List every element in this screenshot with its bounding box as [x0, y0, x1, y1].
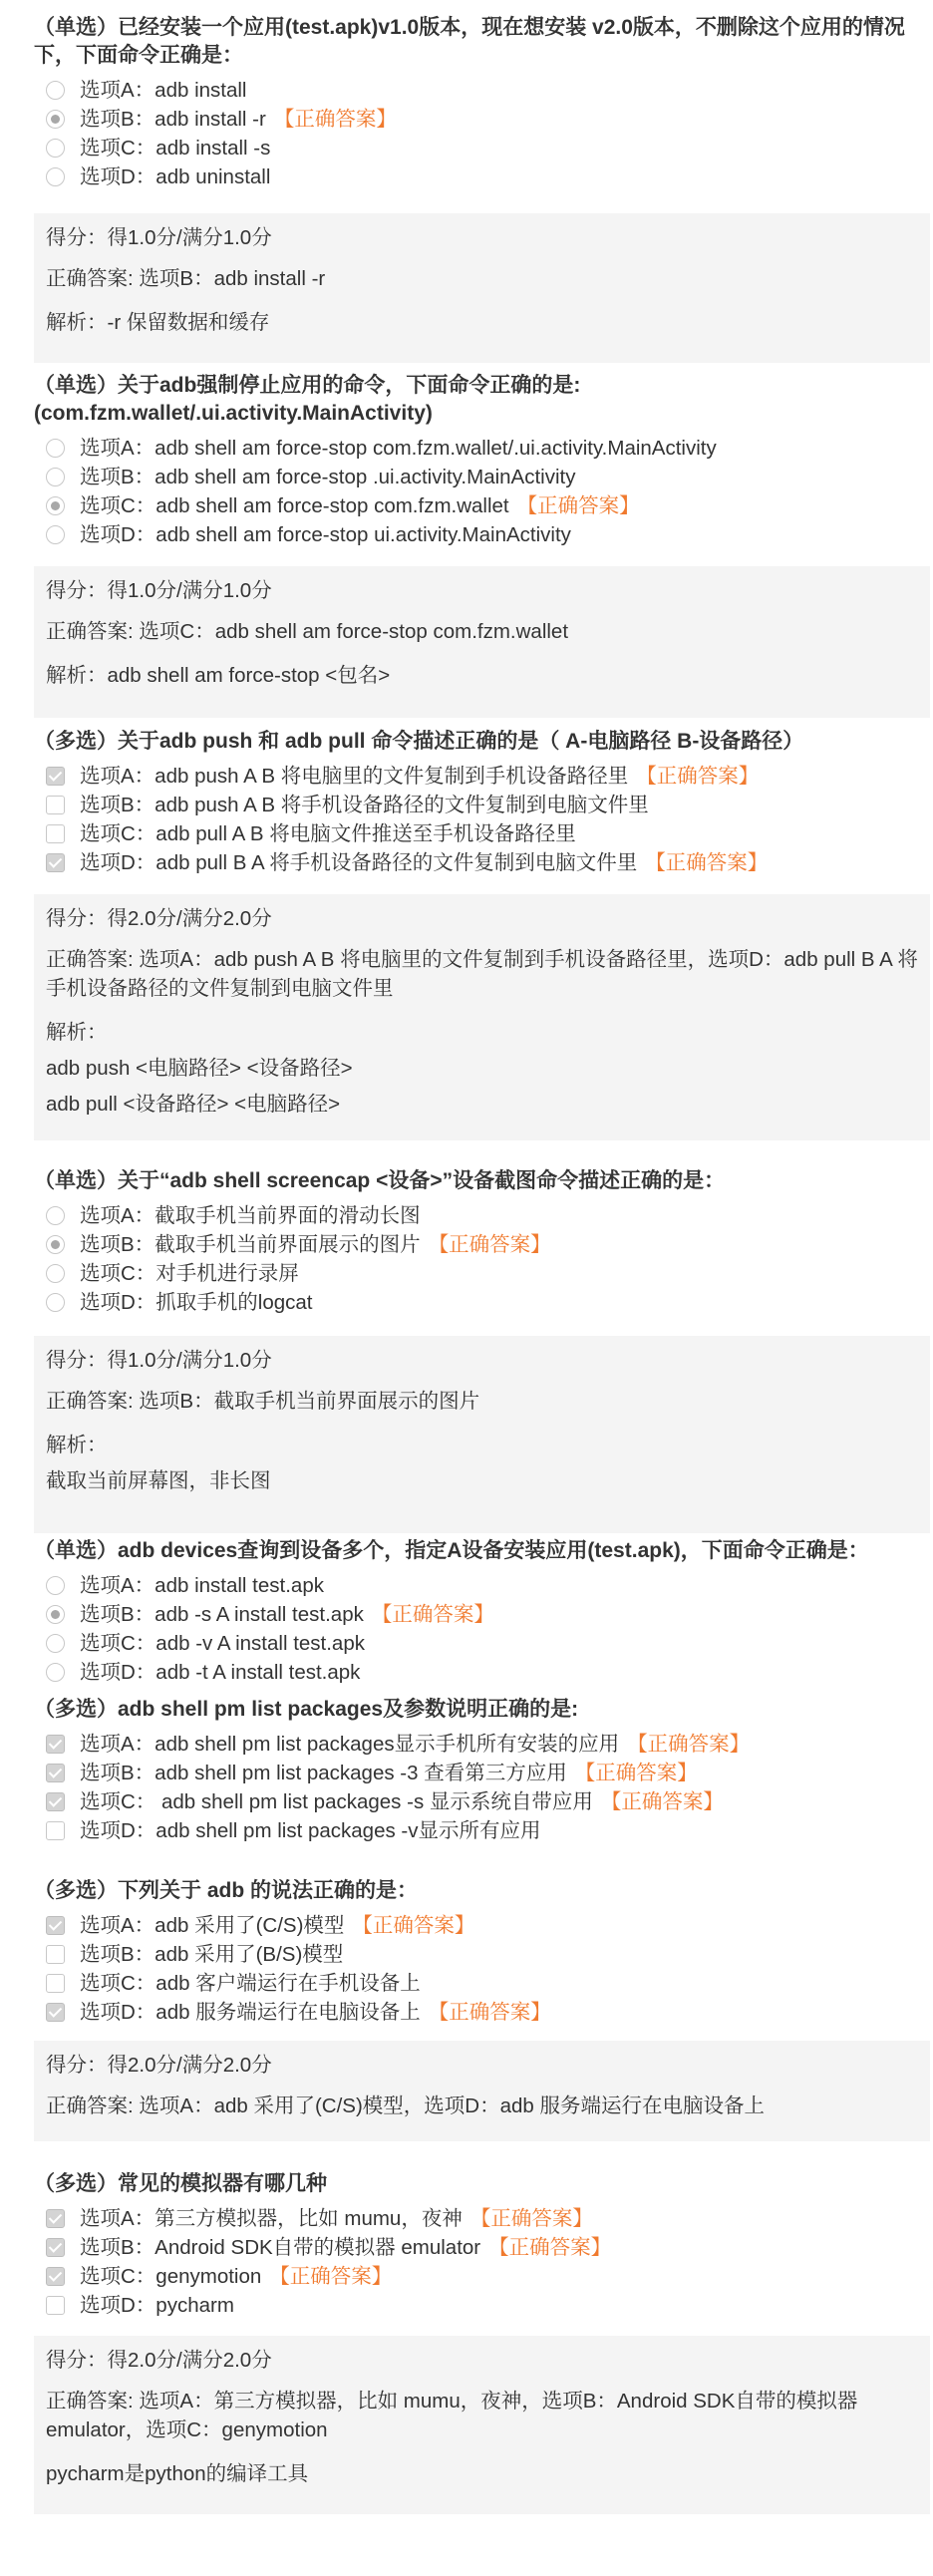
- option-label: 选项A：第三方模拟器，比如 mumu，夜神: [80, 2207, 463, 2230]
- correct-answer-text: 正确答案: 选项B：adb install -r: [46, 267, 326, 290]
- option-row[interactable]: [34, 1259, 925, 1288]
- option-label: 选项D：抓取手机的logcat: [80, 1291, 313, 1314]
- radio-button[interactable]: [46, 1663, 65, 1682]
- radio-button[interactable]: [46, 81, 65, 100]
- option-row[interactable]: [34, 2233, 925, 2262]
- checkbox[interactable]: [46, 824, 65, 843]
- checkbox[interactable]: [46, 2209, 65, 2228]
- score-text: 得分：得2.0分/满分2.0分: [46, 2054, 272, 2077]
- answer-panel: [34, 2041, 930, 2141]
- correct-answer-tag: 【正确答案】: [273, 108, 397, 131]
- option-label: 选项D：adb shell pm list packages -v显示所有应用: [80, 1819, 541, 1842]
- option-label: 选项D：adb uninstall: [80, 165, 271, 188]
- question-block: [34, 1696, 925, 1845]
- correct-answer-tag: 【正确答案】: [269, 2265, 393, 2288]
- option-row[interactable]: [34, 791, 925, 819]
- option-label: 选项A：adb 采用了(C/S)模型: [80, 1914, 345, 1937]
- option-label: 选项B：Android SDK自带的模拟器 emulator: [80, 2236, 481, 2259]
- option-label: 选项C： adb shell pm list packages -s 显示系统自带应用: [80, 1790, 593, 1813]
- option-label: 选项D：pycharm: [80, 2294, 234, 2317]
- option-row[interactable]: [34, 76, 925, 105]
- question-block: [34, 728, 925, 877]
- option-row[interactable]: [34, 1911, 925, 1940]
- question-block: [34, 1537, 925, 1687]
- option-label: 选项A：adb install: [80, 79, 247, 102]
- option-label: 选项B：adb install -r: [80, 108, 266, 131]
- option-label: 选项C：adb install -s: [80, 137, 271, 160]
- option-label: 选项A：adb install test.apk: [80, 1574, 324, 1597]
- checkbox[interactable]: [46, 2003, 65, 2022]
- option-row[interactable]: [34, 1730, 925, 1759]
- score-text: 得分：得1.0分/满分1.0分: [46, 579, 272, 602]
- correct-answer-text: 正确答案: 选项B：截取手机当前界面展示的图片: [46, 1390, 480, 1413]
- option-row[interactable]: [34, 434, 925, 463]
- correct-answer-text: 正确答案: 选项A：adb 采用了(C/S)模型，选项D：adb 服务端运行在电脑设备上: [46, 2094, 765, 2117]
- checkbox[interactable]: [46, 796, 65, 814]
- option-label: 选项A：adb shell pm list packages显示手机所有安装的应用: [80, 1733, 620, 1756]
- option-label: 选项D：adb 服务端运行在电脑设备上: [80, 2001, 421, 2024]
- option-row[interactable]: [34, 162, 925, 191]
- option-row[interactable]: [34, 1998, 925, 2027]
- option-row[interactable]: [34, 134, 925, 162]
- option-row[interactable]: [34, 848, 925, 877]
- option-label: 选项B：adb -s A install test.apk: [80, 1603, 364, 1626]
- options-list: [34, 2204, 925, 2320]
- option-row[interactable]: [34, 2262, 925, 2291]
- options-list: [34, 434, 925, 549]
- correct-answer-tag: 【正确答案】: [645, 851, 769, 874]
- options-list: [34, 762, 925, 877]
- options-list: [34, 1911, 925, 2027]
- option-row[interactable]: [34, 105, 925, 134]
- question-block: [34, 2170, 925, 2320]
- checkbox[interactable]: [46, 1764, 65, 1782]
- checkbox[interactable]: [46, 1916, 65, 1935]
- checkbox[interactable]: [46, 2238, 65, 2257]
- question-title: （单选）adb devices查询到设备多个，指定A设备安装应用(test.apk)，下面命令正确是：: [34, 1539, 869, 1562]
- checkbox[interactable]: [46, 1945, 65, 1964]
- radio-button[interactable]: [46, 496, 65, 515]
- question-block: [34, 1877, 925, 2027]
- score-text: 得分：得2.0分/满分2.0分: [46, 2349, 272, 2372]
- analysis-text: pycharm是python的编译工具: [46, 2462, 309, 2485]
- analysis-text: 解析： 截取当前屏幕图，非长图: [46, 1434, 271, 1492]
- question-title: （多选）adb shell pm list packages及参数说明正确的是:: [34, 1698, 579, 1721]
- answer-panel: [34, 566, 930, 718]
- option-row[interactable]: [34, 520, 925, 549]
- option-label: 选项A：截取手机当前界面的滑动长图: [80, 1204, 421, 1227]
- options-list: [34, 1730, 925, 1845]
- option-row[interactable]: [34, 1600, 925, 1629]
- correct-answer-tag: 【正确答案】: [488, 2236, 612, 2259]
- option-row[interactable]: [34, 1571, 925, 1600]
- correct-answer-tag: 【正确答案】: [371, 1603, 494, 1626]
- radio-button[interactable]: [46, 525, 65, 544]
- correct-answer-tag: 【正确答案】: [428, 2001, 551, 2024]
- correct-answer-tag: 【正确答案】: [428, 1233, 551, 1256]
- radio-button[interactable]: [46, 439, 65, 458]
- option-row[interactable]: [34, 2291, 925, 2320]
- correct-answer-tag: 【正确答案】: [600, 1790, 724, 1813]
- option-row[interactable]: [34, 491, 925, 520]
- option-label: 选项A：adb push A B 将电脑里的文件复制到手机设备路径里: [80, 765, 629, 788]
- radio-button[interactable]: [46, 468, 65, 486]
- checkbox[interactable]: [46, 2296, 65, 2315]
- correct-answer-tag: 【正确答案】: [352, 1914, 475, 1937]
- option-label: 选项D：adb shell am force-stop ui.activity.MainActivity: [80, 523, 571, 546]
- option-label: 选项B：adb push A B 将手机设备路径的文件复制到电脑文件里: [80, 794, 649, 816]
- option-row[interactable]: [34, 1288, 925, 1317]
- option-label: 选项B：adb 采用了(B/S)模型: [80, 1943, 344, 1966]
- option-row[interactable]: [34, 1230, 925, 1259]
- radio-button[interactable]: [46, 1206, 65, 1225]
- checkbox[interactable]: [46, 1821, 65, 1840]
- options-list: [34, 76, 925, 191]
- correct-answer-tag: 【正确答案】: [574, 1762, 698, 1784]
- option-row[interactable]: [34, 1940, 925, 1969]
- option-row[interactable]: [34, 1759, 925, 1787]
- radio-button[interactable]: [46, 1235, 65, 1254]
- option-row[interactable]: [34, 819, 925, 848]
- question-block: [34, 14, 925, 191]
- option-label: 选项C：adb shell am force-stop com.fzm.wallet: [80, 494, 509, 517]
- option-label: 选项B：adb shell pm list packages -3 查看第三方应用: [80, 1762, 567, 1784]
- correct-answer-tag: 【正确答案】: [469, 2207, 593, 2230]
- option-label: 选项D：adb -t A install test.apk: [80, 1661, 361, 1684]
- option-row[interactable]: [34, 1787, 925, 1816]
- option-row[interactable]: [34, 1816, 925, 1845]
- correct-answer-tag: 【正确答案】: [627, 1733, 751, 1756]
- checkbox[interactable]: [46, 853, 65, 872]
- checkbox[interactable]: [46, 767, 65, 786]
- option-label: 选项C：adb pull A B 将电脑文件推送至手机设备路径里: [80, 822, 576, 845]
- option-label: 选项C：adb 客户端运行在手机设备上: [80, 1972, 421, 1995]
- correct-answer-tag: 【正确答案】: [516, 494, 640, 517]
- question-title: （单选）已经安装一个应用(test.apk)v1.0版本，现在想安装 v2.0版本，不删除这个应用的情况下，下面命令正确是：: [34, 16, 905, 67]
- option-label: 选项C：对手机进行录屏: [80, 1262, 299, 1285]
- score-text: 得分：得1.0分/满分1.0分: [46, 1349, 272, 1372]
- radio-button[interactable]: [46, 1293, 65, 1312]
- options-list: [34, 1571, 925, 1687]
- option-label: 选项D：adb pull B A 将手机设备路径的文件复制到电脑文件里: [80, 851, 638, 874]
- question-block: [34, 1167, 925, 1317]
- question-title: （多选）关于adb push 和 adb pull 命令描述正确的是（ A-电脑路径 B-设备路径）: [34, 730, 804, 753]
- checkbox[interactable]: [46, 1974, 65, 1993]
- option-row[interactable]: [34, 762, 925, 791]
- option-label: 选项B：adb shell am force-stop .ui.activity.MainActivity: [80, 466, 576, 488]
- analysis-text: 解析： adb push <电脑路径> <设备路径> adb pull <设备路径> <电脑路径>: [46, 1021, 353, 1116]
- answer-panel: [34, 1336, 930, 1533]
- radio-button[interactable]: [46, 1576, 65, 1595]
- correct-answer-text: 正确答案: 选项A：adb push A B 将电脑里的文件复制到手机设备路径里，选项D：adb pull B A 将手机设备路径的文件复制到电脑文件里: [46, 948, 918, 1000]
- question-block: [34, 372, 925, 549]
- radio-button[interactable]: [46, 1264, 65, 1283]
- answer-panel: [34, 213, 930, 363]
- option-row[interactable]: [34, 1969, 925, 1998]
- analysis-text: 解析：adb shell am force-stop <包名>: [46, 664, 391, 687]
- radio-button[interactable]: [46, 110, 65, 129]
- radio-button[interactable]: [46, 167, 65, 186]
- option-label: 选项A：adb shell am force-stop com.fzm.wallet/.ui.activity.MainActivity: [80, 437, 717, 460]
- option-row[interactable]: [34, 1201, 925, 1230]
- correct-answer-tag: 【正确答案】: [636, 765, 760, 788]
- checkbox[interactable]: [46, 1735, 65, 1754]
- options-list: [34, 1201, 925, 1317]
- question-title: （单选）关于adb强制停止应用的命令，下面命令正确的是: (com.fzm.wallet/.ui.activity.MainActivity): [34, 374, 581, 425]
- option-label: 选项B：截取手机当前界面展示的图片: [80, 1233, 421, 1256]
- answer-panel: [34, 894, 930, 1140]
- radio-button[interactable]: [46, 1634, 65, 1653]
- option-row[interactable]: [34, 2204, 925, 2233]
- correct-answer-text: 正确答案: 选项C：adb shell am force-stop com.fzm.wallet: [46, 620, 569, 643]
- score-text: 得分：得1.0分/满分1.0分: [46, 226, 272, 249]
- checkbox[interactable]: [46, 1792, 65, 1811]
- option-row[interactable]: [34, 463, 925, 491]
- radio-button[interactable]: [46, 1605, 65, 1624]
- question-title: （多选）下列关于 adb 的说法正确的是：: [34, 1879, 419, 1902]
- question-title: （单选）关于“adb shell screencap <设备>”设备截图命令描述正确的是：: [34, 1169, 726, 1192]
- score-text: 得分：得2.0分/满分2.0分: [46, 907, 272, 930]
- option-row[interactable]: [34, 1629, 925, 1658]
- answer-panel: [34, 2336, 930, 2514]
- radio-button[interactable]: [46, 139, 65, 158]
- question-title: （多选）常见的模拟器有哪几种: [34, 2172, 327, 2195]
- checkbox[interactable]: [46, 2267, 65, 2286]
- option-label: 选项C：genymotion: [80, 2265, 262, 2288]
- option-row[interactable]: [34, 1658, 925, 1687]
- correct-answer-text: 正确答案: 选项A：第三方模拟器，比如 mumu，夜神，选项B：Android SDK自带的模拟器 emulator，选项C：genymotion: [46, 2390, 864, 2441]
- analysis-text: 解析：-r 保留数据和缓存: [46, 311, 270, 334]
- option-label: 选项C：adb -v A install test.apk: [80, 1632, 365, 1655]
